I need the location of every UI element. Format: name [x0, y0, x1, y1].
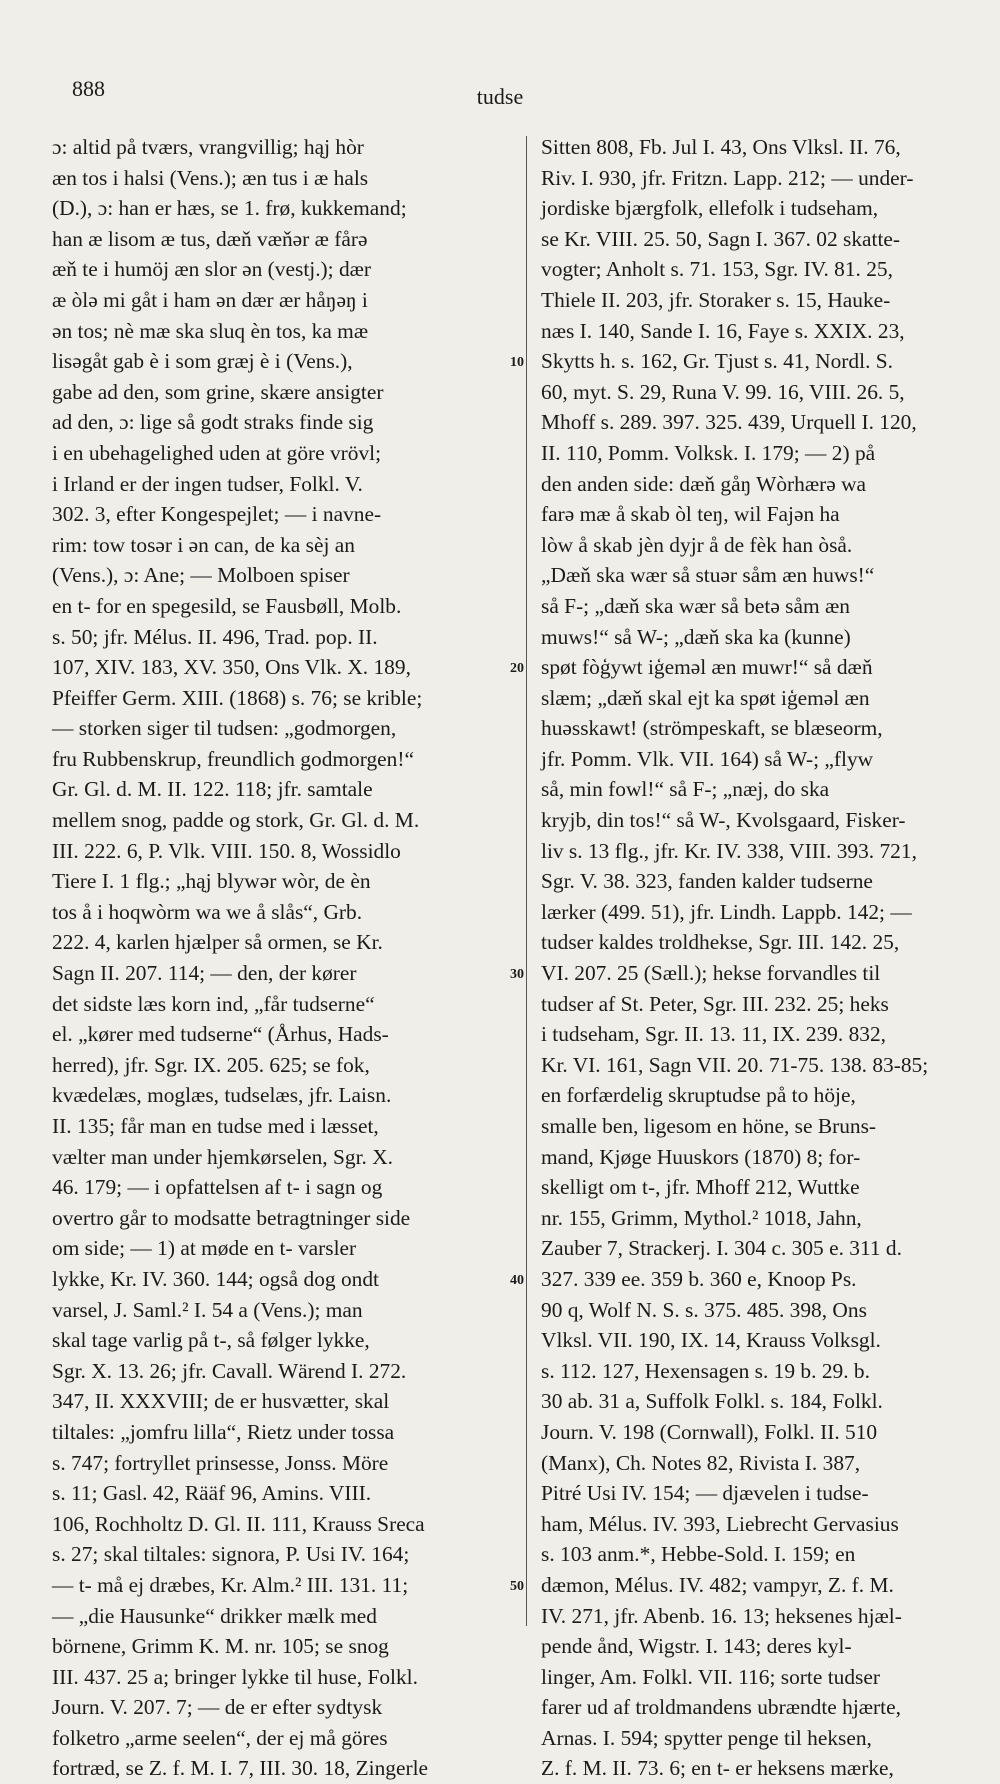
text-line: lykke, Kr. IV. 360. 144; også dog ondt — [52, 1266, 379, 1291]
line-number: 20 — [510, 661, 524, 677]
text-line: jordiske bjærgfolk, ellefolk i tudseham, — [541, 196, 879, 221]
text-line: Tiere I. 1 flg.; „hąj blywər wòr, de èn — [52, 869, 371, 894]
text-line: tos å i hoqwòrm wa we å slås“, Grb. — [52, 899, 363, 924]
text-line: s. 27; skal tiltales: signora, P. Usi IV. 164; — [52, 1542, 410, 1567]
text-line: III. 437. 25 a; bringer lykke til huse, Folkl. — [52, 1664, 418, 1689]
text-line: lòw å skab jèn dyjr å de fèk han òså. — [541, 532, 853, 557]
text-line: Z. f. M. II. 73. 6; en t- er heksens mærke, — [541, 1756, 894, 1781]
text-line: mellem snog, padde og stork, Gr. Gl. d. M. — [52, 808, 420, 833]
text-line: æn tos i halsi (Vens.); æn tus i æ hals — [52, 165, 369, 190]
text-line: fru Rubbenskrup, freundlich godmorgen!“ — [52, 746, 414, 771]
text-line: liv s. 13 flg., jfr. Kr. IV. 338, VIII. 393. 721, — [541, 838, 917, 863]
text-line: Sgr. X. 13. 26; jfr. Cavall. Wärend I. 272. — [52, 1358, 407, 1383]
text-line: Mhoff s. 289. 397. 325. 439, Urquell I. 120, — [541, 410, 917, 435]
text-line: næs I. 140, Sande I. 16, Faye s. XXIX. 23, — [541, 318, 905, 343]
text-line: Zauber 7, Strackerj. I. 304 c. 305 e. 311 d. — [541, 1236, 902, 1261]
text-line: nr. 155, Grimm, Mythol.² 1018, Jahn, — [541, 1205, 862, 1230]
text-line: skal tage varlig på t-, så følger lykke, — [52, 1328, 370, 1353]
text-line: II. 110, Pomm. Volksk. I. 179; — 2) på — [541, 440, 876, 465]
text-line: spøt fòģywt iģeməl æn muwr!“ så dæň — [541, 655, 873, 680]
text-line: han æ lisom æ tus, dæň væňər æ fårə — [52, 226, 368, 251]
text-line: tudser af St. Peter, Sgr. III. 232. 25; heks — [541, 991, 889, 1016]
text-line: rim: tow tosər i ən can, de ka sèj an — [52, 532, 355, 557]
text-line: Kr. VI. 161, Sagn VII. 20. 71-75. 138. 83-85; — [541, 1052, 929, 1077]
text-line: (Vens.), ɔ: Ane; — Molboen spiser — [52, 563, 350, 588]
line-number: 50 — [510, 1579, 524, 1595]
text-line: s. 11; Gasl. 42, Rääf 96, Amins. VIII. — [52, 1481, 372, 1506]
text-line: III. 222. 6, P. Vlk. VIII. 150. 8, Wossidlo — [52, 838, 401, 863]
text-line: kryjb, din tos!“ så W-, Kvolsgaard, Fisker- — [541, 808, 906, 833]
line-number: 30 — [510, 967, 524, 983]
text-line: muws!“ så W-; „dæň ska ka (kunne) — [541, 624, 851, 649]
text-line: Journ. V. 207. 7; — de er efter sydtysk — [52, 1695, 383, 1720]
text-line: 302. 3, efter Kongespejlet; — i navne- — [52, 502, 382, 527]
text-line: folketro „arme seelen“, der ej må göres — [52, 1725, 388, 1750]
text-line: Sagn II. 207. 114; — den, der kører — [52, 961, 357, 986]
text-line: herred), jfr. Sgr. IX. 205. 625; se fok, — [52, 1052, 370, 1077]
text-line: „Dæň ska wær så stuər såm æn huws!“ — [541, 563, 875, 588]
text-line: Sgr. V. 38. 323, fanden kalder tudserne — [541, 869, 873, 894]
text-line: en forfærdelig skruptudse på to höje, — [541, 1083, 856, 1108]
text-line: VI. 207. 25 (Sæll.); hekse forvandles til — [541, 961, 881, 986]
line-number: 10 — [510, 355, 524, 371]
text-line: ham, Mélus. IV. 393, Liebrecht Gervasius — [541, 1511, 899, 1536]
text-line: så F-; „dæň ska wær så betə såm æn — [541, 593, 850, 618]
text-line: overtro går to modsatte betragtninger side — [52, 1205, 411, 1230]
text-line: 327. 339 ee. 359 b. 360 e, Knoop Ps. — [541, 1266, 857, 1291]
text-line: Gr. Gl. d. M. II. 122. 118; jfr. samtale — [52, 777, 373, 802]
text-line: fortræd, se Z. f. M. I. 7, III. 30. 18, Zingerle — [52, 1756, 429, 1781]
text-line: el. „kører med tudserne“ (Århus, Hads- — [52, 1022, 389, 1047]
text-line: (D.), ɔ: han er hæs, se 1. frø, kukkemand; — [52, 196, 407, 221]
text-line: kvædelæs, moglæs, tudselæs, jfr. Laisn. — [52, 1083, 392, 1108]
text-line: II. 135; får man en tudse med i læsset, — [52, 1114, 379, 1138]
text-line: i tudseham, Sgr. II. 13. 11, IX. 239. 832, — [541, 1022, 886, 1047]
text-line: skelligt om t-, jfr. Mhoff 212, Wuttke — [541, 1175, 860, 1200]
text-line: 222. 4, karlen hjælper så ormen, se Kr. — [52, 930, 383, 955]
text-line: 90 q, Wolf N. S. s. 375. 485. 398, Ons — [541, 1297, 867, 1322]
text-line: ad den, ɔ: lige så godt straks finde sig — [52, 410, 374, 435]
text-line: en t- for en spegesild, se Fausbøll, Molb. — [52, 593, 402, 618]
text-line: 106, Rochholtz D. Gl. II. 111, Krauss Sreca — [52, 1511, 425, 1536]
left-column — [52, 132, 507, 1784]
text-line: vælter man under hjemkørselen, Sgr. X. — [52, 1144, 393, 1169]
text-line: 60, myt. S. 29, Runa V. 99. 16, VIII. 26. 5, — [541, 379, 905, 404]
column-rule — [526, 136, 527, 1626]
text-line: i Irland er der ingen tudser, Folkl. V. — [52, 471, 363, 496]
text-line: 46. 179; — i opfattelsen af t- i sagn og — [52, 1175, 383, 1200]
text-line: jfr. Pomm. Vlk. VII. 164) så W-; „flyw — [541, 746, 874, 771]
text-line: — storken siger til tudsen: „godmorgen, — [52, 716, 397, 741]
text-line: slæm; „dæň skal ejt ka spøt iģeməl æn — [541, 685, 870, 710]
text-line: tudser kaldes troldhekse, Sgr. III. 142. 25, — [541, 930, 900, 955]
text-line: — t- må ej dræbes, Kr. Alm.² III. 131. 11; — [52, 1572, 409, 1597]
text-line: så, min fowl!“ så F-; „næj, do ska — [541, 777, 830, 802]
text-line: Vlksl. VII. 190, IX. 14, Krauss Volksgl. — [541, 1328, 881, 1353]
text-line: det sidste læs korn ind, „får tudserne“ — [52, 991, 375, 1016]
text-line: om side; — 1) at møde en t- varsler — [52, 1236, 357, 1261]
text-line: s. 747; fortryllet prinsesse, Jonss. Möre — [52, 1450, 389, 1475]
text-line: 107, XIV. 183, XV. 350, Ons Vlk. X. 189, — [52, 655, 411, 680]
text-line: Arnas. I. 594; spytter penge til heksen, — [541, 1725, 872, 1750]
text-line: s. 103 anm.*, Hebbe-Sold. I. 159; en — [541, 1542, 856, 1567]
text-line: IV. 271, jfr. Abenb. 16. 13; heksenes hjæl- — [541, 1603, 902, 1628]
text-line: vogter; Anholt s. 71. 153, Sgr. IV. 81. 25, — [541, 257, 893, 282]
text-line: ɔ: altid på tværs, vrangvillig; hąj hòr — [52, 135, 364, 159]
text-line: gabe ad den, som grine, skære ansigter — [52, 379, 384, 404]
text-line: tiltales: „jomfru lilla“, Rietz under tossa — [52, 1419, 395, 1444]
text-line: Skytts h. s. 162, Gr. Tjust s. 41, Nordl. S. — [541, 349, 894, 374]
text-line: i en ubehagelighed uden at göre vrövl; — [52, 440, 382, 465]
text-line: den anden side: dæň gåŋ Wòrhærə wa — [541, 471, 867, 496]
text-line: Journ. V. 198 (Cornwall), Folkl. II. 510 — [541, 1419, 878, 1444]
text-line: börnene, Grimm K. M. nr. 105; se snog — [52, 1634, 389, 1659]
text-line: æň te i humöj æn slor ən (vestj.); dær — [52, 257, 372, 282]
text-line: mand, Kjøge Huuskors (1870) 8; for- — [541, 1144, 861, 1169]
text-line: æ òlə mi gåt i ham ən dær ær håŋəŋ i — [52, 287, 368, 312]
text-line: Riv. I. 930, jfr. Fritzn. Lapp. 212; — under- — [541, 165, 914, 190]
text-line: farer ud af troldmandens ubrændte hjærte, — [541, 1695, 901, 1720]
text-line: varsel, J. Saml.² I. 54 a (Vens.); man — [52, 1297, 363, 1322]
text-line: se Kr. VIII. 25. 50, Sagn I. 367. 02 skatte- — [541, 226, 901, 251]
text-line: lærker (499. 51), jfr. Lindh. Lappb. 142; — — [541, 899, 912, 924]
text-line: dæmon, Mélus. IV. 482; vampyr, Z. f. M. — [541, 1572, 894, 1597]
text-line: smalle ben, ligesom en höne, se Bruns- — [541, 1114, 877, 1138]
page-number: 888 — [72, 76, 105, 101]
text-line: Pfeiffer Germ. XIII. (1868) s. 76; se krible; — [52, 685, 423, 710]
running-head: tudse — [476, 84, 524, 109]
text-line: 347, II. XXXVIII; de er husvætter, skal — [52, 1389, 390, 1414]
text-line: 30 ab. 31 a, Suffolk Folkl. s. 184, Folkl. — [541, 1389, 883, 1414]
text-line: s. 112. 127, Hexensagen s. 19 b. 29. b. — [541, 1358, 870, 1383]
text-line: huəsskawt! (strömpeskaft, se blæseorm, — [541, 716, 883, 741]
text-line: Thiele II. 203, jfr. Storaker s. 15, Hauke- — [541, 287, 891, 312]
text-line: lisəgåt gab è i som græj è i (Vens.), — [52, 349, 353, 374]
text-line: Sitten 808, Fb. Jul I. 43, Ons Vlksl. II. 76, — [541, 135, 901, 159]
text-line: s. 50; jfr. Mélus. II. 496, Trad. pop. II. — [52, 624, 378, 649]
text-line: (Manx), Ch. Notes 82, Rivista I. 387, — [541, 1450, 861, 1475]
right-column — [541, 132, 981, 1784]
text-line: — „die Hausunke“ drikker mælk med — [52, 1603, 377, 1628]
line-number: 40 — [510, 1273, 524, 1289]
text-line: Pitré Usi IV. 154; — djævelen i tudse- — [541, 1481, 869, 1506]
text-line: farə mæ å skab òl teŋ, wil Fajən ha — [541, 502, 840, 527]
text-line: pende ånd, Wigstr. I. 143; deres kyl- — [541, 1634, 852, 1659]
text-line: linger, Am. Folkl. VII. 116; sorte tudser — [541, 1664, 880, 1689]
text-line: ən tos; nè mæ ska sluq èn tos, ka mæ — [52, 318, 369, 343]
